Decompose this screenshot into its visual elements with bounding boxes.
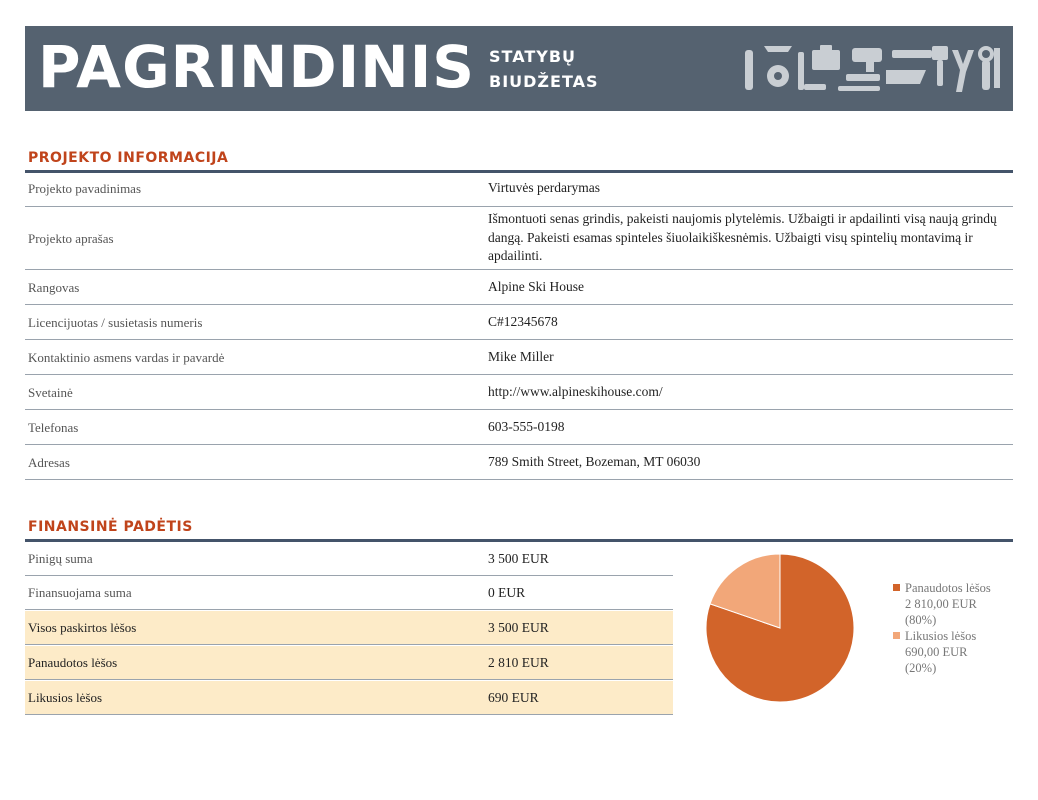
page-title: PAGRINDINIS: [38, 33, 476, 101]
subtitle-line-1: STATYBŲ: [489, 47, 577, 66]
row-value: 789 Smith Street, Bozeman, MT 06030: [488, 454, 701, 469]
row-label: Projekto pavadinimas: [28, 181, 142, 196]
row-label: Panaudotos lėšos: [28, 655, 118, 670]
finance-row-financed: [25, 576, 673, 610]
project-row-contractor: [25, 270, 1013, 305]
project-row-license: [25, 305, 1013, 340]
row-value: 690 EUR: [488, 690, 539, 705]
row-value: 2 810 EUR: [488, 655, 549, 670]
row-label: Kontaktinio asmens vardas ir pavardė: [28, 350, 225, 365]
project-row-website: [25, 375, 1013, 410]
website-link[interactable]: http://www.alpineskihouse.com/: [488, 384, 663, 399]
finance-row-cash: [25, 542, 673, 576]
row-value: 3 500 EUR: [488, 551, 549, 566]
legend-percent: (80%): [905, 613, 937, 627]
subtitle-line-2: BIUDŽETAS: [489, 72, 599, 91]
row-label: Visos paskirtos lėšos: [28, 620, 137, 635]
row-value: Virtuvės perdarymas: [488, 180, 601, 195]
row-label: Projekto aprašas: [28, 231, 114, 246]
row-label: Adresas: [28, 455, 70, 470]
row-value: 0 EUR: [488, 585, 526, 600]
funds-pie-chart: [700, 548, 860, 708]
pie-legend: [893, 580, 1013, 676]
finance-row-remaining: [25, 681, 673, 715]
legend-item-used: [893, 580, 1013, 628]
finance-row-total-allocated: [25, 611, 673, 645]
row-label: Rangovas: [28, 280, 80, 295]
legend-label: Likusios lėšos: [905, 629, 977, 643]
finance-row-used: [25, 646, 673, 680]
project-row-description: [25, 207, 1013, 270]
row-value: Mike Miller: [488, 349, 554, 364]
project-section-title: PROJEKTO INFORMACIJA: [28, 150, 229, 166]
row-label: Svetainė: [28, 385, 73, 400]
row-value: C#12345678: [488, 314, 558, 329]
row-value: 603-555-0198: [488, 419, 565, 434]
row-label: Licencijuotas / susietasis numeris: [28, 315, 203, 330]
legend-value: 2 810,00 EUR: [905, 597, 977, 611]
header-banner: [25, 26, 1013, 111]
finance-section-title: FINANSINĖ PADĖTIS: [28, 519, 193, 535]
legend-swatch: [893, 584, 900, 591]
row-label: Finansuojama suma: [28, 585, 132, 600]
row-label: Telefonas: [28, 420, 79, 435]
legend-label: Panaudotos lėšos: [905, 581, 991, 595]
legend-item-remaining: [893, 628, 1013, 676]
row-value: Alpine Ski House: [488, 279, 584, 294]
page-subtitle: [489, 44, 599, 94]
row-label: Likusios lėšos: [28, 690, 103, 705]
legend-swatch: [893, 632, 900, 639]
project-row-address: [25, 445, 1013, 480]
row-value: 3 500 EUR: [488, 620, 549, 635]
row-value: Išmontuoti senas grindis, pakeisti naujomis plytelėmis. Užbaigti ir apdailinti visą naują grindų dangą. Pakeisti esamas spinteles šiuolaikiškesnėmis. Užbaigti visų spintelių montavimą ir apdailinti.: [488, 211, 997, 263]
legend-value: 690,00 EUR: [905, 645, 968, 659]
legend-percent: (20%): [905, 661, 937, 675]
project-row-phone: [25, 410, 1013, 445]
tools-icon: [742, 40, 1004, 98]
project-row-contact: [25, 340, 1013, 375]
project-row-name: [25, 173, 1013, 207]
row-label: Pinigų suma: [28, 551, 93, 566]
